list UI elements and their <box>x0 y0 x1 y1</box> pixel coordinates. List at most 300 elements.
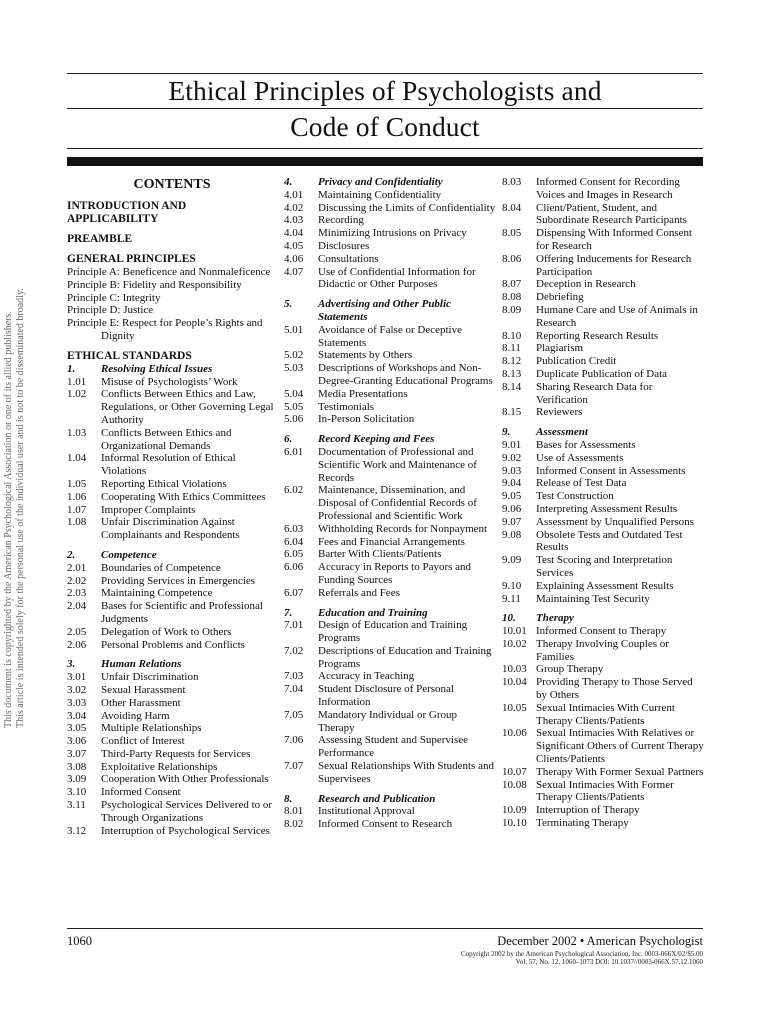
entry-title: Descriptions of Education and Training Programs <box>318 644 492 670</box>
contents-heading: CONTENTS <box>133 177 211 192</box>
entry-title: Descriptions of Workshops and Non-Degree-Granting Educational Programs <box>318 362 493 387</box>
standard-entry <box>502 663 706 676</box>
entry-number: 4.05 <box>284 239 304 252</box>
entry-title: Assessment <box>536 426 588 439</box>
entry-number: 8.10 <box>502 329 522 342</box>
entry-number: 10.07 <box>502 765 527 778</box>
section-spacer <box>284 426 496 433</box>
entry-title: Use of Assessments <box>536 451 624 464</box>
entry-number: 1.02 <box>67 388 87 401</box>
standard-entry <box>284 523 496 536</box>
entry-title: Record Keeping and Fees <box>318 433 435 446</box>
entry-title: In-Person Solicitation <box>318 413 415 426</box>
section-spacer <box>284 291 496 298</box>
entry-title: Privacy and Confidentiality <box>318 176 443 188</box>
entry-title: Referrals and Fees <box>318 586 400 599</box>
section-spacer <box>67 246 277 253</box>
standard-entry <box>502 625 706 638</box>
entry-title: Reviewers <box>536 406 583 419</box>
entry-number: 8.07 <box>502 278 522 291</box>
entry-number: 9.03 <box>502 464 522 477</box>
standard-entry <box>67 388 277 426</box>
entry-number: 10.02 <box>502 637 527 650</box>
entry-number: 5.06 <box>284 413 304 426</box>
entry-number: 8.11 <box>502 342 521 355</box>
entry-title: Providing Services in Emergencies <box>101 574 256 587</box>
standard-entry <box>284 709 496 735</box>
entry-number: 10. <box>502 612 516 625</box>
entry-title: Informed Consent to Therapy <box>536 625 667 638</box>
entry-title: Institutional Approval <box>318 805 415 818</box>
principle-entry: Principle C: Integrity <box>67 291 161 304</box>
standard-entry <box>284 484 496 522</box>
standard-entry <box>502 253 706 279</box>
standard-entry <box>502 355 706 368</box>
standard-entry <box>67 671 277 684</box>
entry-title: Third-Party Requests for Services <box>101 747 251 760</box>
section-spacer <box>67 651 277 658</box>
entry-title: Mandatory Individual or Group Therapy <box>318 708 457 734</box>
standard-entry <box>284 619 496 645</box>
standard-entry <box>502 727 706 765</box>
entry-number: 8.13 <box>502 367 522 380</box>
standard-entry <box>502 702 706 728</box>
entry-number: 8. <box>284 792 293 805</box>
title-bottom-rule <box>67 148 703 149</box>
entry-title: Maintaining Confidentiality <box>318 188 442 201</box>
entry-title: Improper Complaints <box>101 503 196 516</box>
entry-number: 10.03 <box>502 663 527 676</box>
entry-number: 7.03 <box>284 670 304 683</box>
section-spacer <box>502 419 706 426</box>
entry-number: 2.03 <box>67 587 87 600</box>
entry-number: 9.02 <box>502 451 522 464</box>
entry-number: 1.03 <box>67 426 87 439</box>
entry-title: Delegation of Work to Others <box>101 625 232 638</box>
standard-entry <box>284 818 496 831</box>
standard-entry <box>502 452 706 465</box>
entry-title: Conflicts Between Ethics and Organizational Demands <box>101 426 232 452</box>
entry-number: 1.07 <box>67 503 87 516</box>
entry-title: Consultations <box>318 252 379 265</box>
entry-number: 5.01 <box>284 323 304 336</box>
title-middle-rule <box>67 108 703 109</box>
standard-entry <box>284 401 496 414</box>
standard-entry <box>502 529 706 555</box>
entry-title: Unfair Discrimination <box>101 671 199 684</box>
contents-column-1 <box>67 176 277 837</box>
standard-entry <box>502 503 706 516</box>
entry-title: Unfair Discrimination Against Complainants and Respondents <box>101 516 240 542</box>
contents-section-heading: ETHICAL STANDARDS <box>67 349 192 362</box>
standard-entry <box>284 240 496 253</box>
entry-title: Sharing Research Data for Verification <box>536 380 653 406</box>
standard-entry <box>284 266 496 292</box>
entry-title: Offering Inducements for Research Participation <box>536 252 692 278</box>
entry-number: 10.04 <box>502 676 527 689</box>
section-spacer <box>284 786 496 793</box>
standard-entry <box>284 324 496 350</box>
standard-entry <box>67 427 277 453</box>
standard-entry <box>284 388 496 401</box>
entry-number: 8.02 <box>284 818 304 831</box>
entry-number: 6.02 <box>284 484 304 497</box>
entry-title: Reporting Ethical Violations <box>101 477 227 490</box>
standard-entry <box>284 253 496 266</box>
standard-entry <box>284 227 496 240</box>
section-spacer <box>284 600 496 607</box>
entry-title: Sexual Harassment <box>101 683 186 696</box>
standard-section-heading <box>502 426 706 439</box>
standard-section-heading <box>502 612 706 625</box>
entry-title: Discussing the Limits of Confidentiality <box>318 201 496 214</box>
entry-title: Documentation of Professional and Scientific Work and Maintenance of Records <box>318 445 477 484</box>
entry-title: Duplicate Publication of Data <box>536 367 668 380</box>
entry-title: Conflicts Between Ethics and Law, Regulations, or Other Governing Legal Authority <box>101 388 274 426</box>
entry-number: 4. <box>284 176 293 188</box>
entry-title: Assessment by Unqualified Persons <box>536 515 694 528</box>
standard-entry <box>502 291 706 304</box>
entry-title: Cooperation With Other Professionals <box>101 773 269 786</box>
standard-entry <box>67 722 277 735</box>
entry-number: 6.03 <box>284 522 304 535</box>
entry-number: 2.06 <box>67 638 87 651</box>
entry-number: 3.05 <box>67 722 87 735</box>
standard-entry <box>67 452 277 478</box>
standard-entry <box>67 735 277 748</box>
entry-number: 6.01 <box>284 445 304 458</box>
standard-entry <box>284 561 496 587</box>
entry-number: 7.07 <box>284 760 304 773</box>
entry-number: 6.04 <box>284 535 304 548</box>
standard-entry <box>502 278 706 291</box>
entry-number: 8.09 <box>502 303 522 316</box>
entry-title: Testimonials <box>318 400 375 413</box>
entry-number: 3.12 <box>67 824 87 837</box>
entry-title: Research and Publication <box>318 792 436 805</box>
principle-entry: Principle A: Beneficence and Nonmaleficence <box>67 266 271 278</box>
entry-title: Group Therapy <box>536 663 604 676</box>
entry-title: Competence <box>101 548 157 561</box>
entry-title: Publication Credit <box>536 355 617 368</box>
standard-entry <box>67 825 277 838</box>
entry-number: 10.08 <box>502 778 527 791</box>
entry-title: Informed Consent to Research <box>318 818 453 831</box>
standard-entry <box>67 748 277 761</box>
entry-title: Therapy Involving Couples or Families <box>536 637 669 663</box>
entry-number: 8.06 <box>502 252 522 265</box>
entry-title: Obsolete Tests and Outdated Test Results <box>536 528 683 554</box>
entry-title: Sexual Intimacies With Former Therapy Clients/Patients <box>536 778 674 804</box>
entry-title: Sexual Intimacies With Current Therapy Clients/Patients <box>536 701 675 727</box>
entry-number: 1.06 <box>67 490 87 503</box>
entry-title: Bases for Scientific and Professional Judgments <box>101 600 263 625</box>
entry-title: Education and Training <box>318 606 428 619</box>
entry-title: Interpreting Assessment Results <box>536 502 678 515</box>
contents-column-2 <box>284 176 496 831</box>
standard-entry <box>67 562 277 575</box>
entry-title: Multiple Relationships <box>101 722 202 735</box>
entry-title: Sexual Relationships With Students and Supervisees <box>318 760 494 785</box>
entry-title: Plagiarism <box>536 342 584 355</box>
entry-number: 2.04 <box>67 600 87 613</box>
entry-title: Client/Patient, Student, and Subordinate Research Participants <box>536 201 687 227</box>
entry-number: 1. <box>67 362 76 375</box>
entry-title: Sexual Intimacies With Relatives or Significant Others of Current Therapy Clients/Patients <box>536 727 704 766</box>
page-title-line-2: Code of Conduct <box>290 111 480 142</box>
side-notice-line-1: This document is copyrighted by the American Psychological Association or one of its allied publishers. <box>3 311 14 728</box>
entry-title: Interruption of Therapy <box>536 804 640 817</box>
standard-entry <box>502 381 706 407</box>
entry-number: 4.07 <box>284 265 304 278</box>
standard-section-heading <box>67 658 277 671</box>
entry-number: 8.14 <box>502 380 522 393</box>
entry-title: Maintaining Competence <box>101 587 213 600</box>
entry-number: 7. <box>284 606 293 619</box>
entry-title: Resolving Ethical Issues <box>101 362 213 375</box>
entry-number: 2.01 <box>67 561 87 574</box>
entry-title: Use of Confidential Information for Didactic or Other Purposes <box>318 265 476 291</box>
section-spacer <box>502 605 706 612</box>
standard-entry <box>284 683 496 709</box>
standard-entry <box>502 593 706 606</box>
entry-title: Humane Care and Use of Animals in Research <box>536 303 698 329</box>
entry-number: 8.05 <box>502 227 522 240</box>
entry-number: 3. <box>67 658 76 671</box>
entry-title: Accuracy in Reports to Payors and Funding Sources <box>318 561 472 586</box>
entry-number: 9. <box>502 426 511 439</box>
standard-entry <box>67 684 277 697</box>
entry-title: Informal Resolution of Ethical Violations <box>101 452 236 478</box>
standard-entry <box>284 805 496 818</box>
standard-entry <box>502 368 706 381</box>
standard-entry <box>67 516 277 542</box>
principle-entry: Principle E: Respect for People’s Rights and Dignity <box>67 317 263 342</box>
entry-number: 1.01 <box>67 375 87 388</box>
standard-entry <box>67 504 277 517</box>
standard-entry <box>502 817 706 830</box>
entry-title: Other Harassment <box>101 696 181 709</box>
standard-entry <box>67 491 277 504</box>
entry-number: 3.01 <box>67 671 87 684</box>
entry-number: 3.03 <box>67 696 87 709</box>
standard-entry <box>502 779 706 805</box>
entry-title: Design of Education and Training Programs <box>318 619 468 645</box>
standard-entry <box>284 587 496 600</box>
entry-number: 8.01 <box>284 805 304 818</box>
entry-number: 4.02 <box>284 201 304 214</box>
entry-number: 2.05 <box>67 625 87 638</box>
entry-title: Disclosures <box>318 239 370 252</box>
entry-number: 1.05 <box>67 477 87 490</box>
entry-number: 9.04 <box>502 477 522 490</box>
entry-title: Debriefing <box>536 291 584 304</box>
standard-entry <box>502 477 706 490</box>
entry-title: Release of Test Data <box>536 477 627 490</box>
standard-entry <box>284 734 496 760</box>
standard-entry <box>502 342 706 355</box>
entry-number: 3.04 <box>67 709 87 722</box>
standard-entry <box>502 490 706 503</box>
entry-title: Deception in Research <box>536 278 636 291</box>
entry-title: Providing Therapy to Those Served by Others <box>536 676 693 702</box>
entry-title: Test Scoring and Interpretation Services <box>536 554 673 579</box>
entry-title: Maintenance, Dissemination, and Disposal of Confidential Records of Professional and Scientific Work <box>318 484 477 522</box>
entry-number: 7.02 <box>284 644 304 657</box>
entry-number: 10.05 <box>502 701 527 714</box>
entry-title: Informed Consent <box>101 786 181 799</box>
copyright-line-1: Copyright 2002 by the American Psychological Association, Inc. 0003-066X/02/$5.00 <box>460 950 703 958</box>
standard-entry <box>67 639 277 652</box>
standard-entry <box>284 670 496 683</box>
entry-title: Assessing Student and Supervisee Performance <box>318 734 469 760</box>
entry-number: 9.09 <box>502 554 522 567</box>
standard-entry <box>284 413 496 426</box>
standard-entry <box>502 439 706 452</box>
entry-number: 3.06 <box>67 735 87 748</box>
standard-entry <box>67 626 277 639</box>
entry-title: Avoidance of False or Deceptive Statements <box>318 323 462 349</box>
standard-entry <box>502 580 706 593</box>
entry-title: Minimizing Intrusions on Privacy <box>318 227 467 240</box>
entry-number: 1.08 <box>67 516 87 529</box>
entry-number: 8.04 <box>502 201 522 214</box>
entry-title: Explaining Assessment Results <box>536 579 674 592</box>
entry-title: Test Construction <box>536 490 614 503</box>
standard-entry <box>502 766 706 779</box>
section-spacer <box>67 343 277 350</box>
principle-entry: Principle D: Justice <box>67 304 154 317</box>
entry-title: Informed Consent in Assessments <box>536 464 686 477</box>
entry-number: 5. <box>284 298 293 311</box>
entry-title: Misuse of Psychologists’ Work <box>101 375 238 388</box>
copyright-line-2: Vol. 57, No. 12, 1060–1073 DOI: 10.1037//0003-066X.57.12.1060 <box>515 958 703 966</box>
entry-number: 2.02 <box>67 574 87 587</box>
entry-title: Psychological Services Delivered to or Through Organizations <box>101 799 273 824</box>
standard-entry <box>502 676 706 702</box>
standard-entry <box>502 516 706 529</box>
entry-number: 2. <box>67 548 76 561</box>
entry-number: 9.05 <box>502 490 522 503</box>
entry-number: 10.10 <box>502 817 527 830</box>
page-title-line-1: Ethical Principles of Psychologists and <box>168 75 602 106</box>
entry-title: Boundaries of Competence <box>101 561 221 574</box>
entry-title: Cooperating With Ethics Committees <box>101 490 266 503</box>
entry-number: 7.06 <box>284 734 304 747</box>
entry-number: 7.01 <box>284 619 304 632</box>
standard-entry <box>284 349 496 362</box>
entry-number: 9.07 <box>502 515 522 528</box>
footer-rule <box>67 928 703 929</box>
standard-entry <box>502 330 706 343</box>
standard-entry <box>284 189 496 202</box>
entry-number: 3.10 <box>67 786 87 799</box>
title-thick-rule <box>67 157 703 166</box>
entry-number: 4.01 <box>284 188 304 201</box>
standard-entry <box>284 214 496 227</box>
standard-entry <box>502 406 706 419</box>
standard-entry <box>67 575 277 588</box>
entry-title: Dispensing With Informed Consent for Research <box>536 227 693 252</box>
standard-entry <box>502 202 706 228</box>
entry-number: 9.10 <box>502 579 522 592</box>
entry-number: 3.08 <box>67 760 87 773</box>
entry-title: Media Presentations <box>318 387 408 400</box>
entry-number: 5.04 <box>284 387 304 400</box>
standard-section-heading <box>67 363 277 376</box>
entry-number: 10.09 <box>502 804 527 817</box>
entry-number: 7.05 <box>284 708 304 721</box>
standard-entry <box>502 638 706 664</box>
journal-issue: December 2002 • American Psychologist <box>497 934 703 948</box>
entry-title: Barter With Clients/Patients <box>318 548 442 561</box>
entry-number: 3.02 <box>67 683 87 696</box>
standard-section-heading <box>284 793 496 806</box>
title-top-rule <box>67 73 703 74</box>
standard-section-heading <box>67 549 277 562</box>
entry-number: 5.05 <box>284 400 304 413</box>
standard-entry <box>67 799 277 825</box>
standard-entry <box>284 548 496 561</box>
standard-entry <box>502 554 706 580</box>
side-notice-line-2: This article is intended solely for the personal use of the individual user and is not to be disseminated broadly. <box>15 288 26 728</box>
standard-entry <box>502 804 706 817</box>
entry-number: 9.08 <box>502 528 522 541</box>
side-copyright-notice <box>3 288 27 728</box>
entry-number: 9.06 <box>502 502 522 515</box>
entry-title: Maintaining Test Security <box>536 592 650 605</box>
standard-section-heading <box>284 433 496 446</box>
standard-entry <box>67 786 277 799</box>
standard-entry <box>284 760 496 786</box>
entry-title: Fees and Financial Arrangements <box>318 535 465 548</box>
standard-entry <box>284 645 496 671</box>
entry-title: Informed Consent for Recording Voices and Images in Research <box>536 176 680 201</box>
standard-section-heading <box>284 298 496 324</box>
entry-number: 7.04 <box>284 683 304 696</box>
entry-number: 6. <box>284 433 293 446</box>
entry-title: Advertising and Other Public Statements <box>318 298 451 323</box>
entry-title: Exploitative Relationships <box>101 760 218 773</box>
standard-entry <box>502 227 706 253</box>
entry-title: Therapy With Former Sexual Partners <box>536 765 704 778</box>
entry-title: Withholding Records for Nonpayment <box>318 522 488 535</box>
section-spacer <box>67 542 277 549</box>
entry-number: 6.05 <box>284 548 304 561</box>
entry-title: Bases for Assessments <box>536 438 636 451</box>
standard-entry <box>502 176 706 202</box>
entry-title: Personal Problems and Conflicts <box>101 638 245 651</box>
standard-entry <box>67 587 277 600</box>
entry-number: 9.11 <box>502 592 521 605</box>
standard-entry <box>284 446 496 484</box>
principle-entry: Principle B: Fidelity and Responsibility <box>67 278 242 291</box>
section-spacer <box>67 226 277 233</box>
contents-section-heading: PREAMBLE <box>67 233 133 245</box>
standard-section-heading <box>284 176 496 189</box>
contents-section-heading: INTRODUCTION AND APPLICABILITY <box>67 200 187 225</box>
entry-number: 10.01 <box>502 625 527 638</box>
standard-entry <box>67 376 277 389</box>
standard-entry <box>67 697 277 710</box>
page-number: 1060 <box>67 934 92 948</box>
entry-number: 1.04 <box>67 452 87 465</box>
standard-entry <box>67 478 277 491</box>
entry-title: Reporting Research Results <box>536 329 659 342</box>
entry-number: 10.06 <box>502 727 527 740</box>
entry-number: 8.12 <box>502 355 522 368</box>
entry-title: Recording <box>318 214 364 227</box>
